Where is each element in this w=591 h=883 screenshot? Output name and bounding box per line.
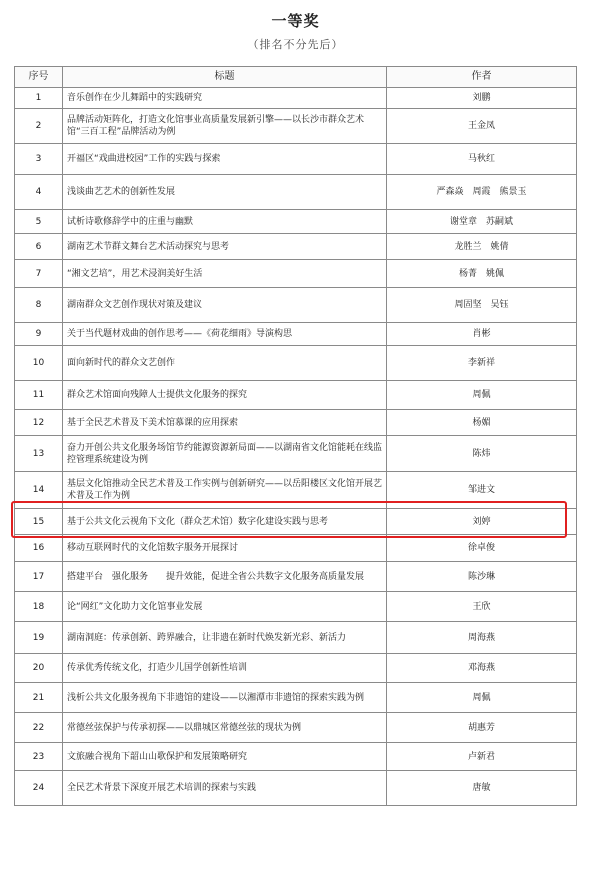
- row-title: 浅谈曲艺艺术的创新性发展: [63, 175, 387, 210]
- row-author: 周海燕: [387, 622, 577, 654]
- row-title: 湖南洞庭：传承创新、跨界融合，让非遗在新时代焕发新光彩、新活力: [63, 622, 387, 654]
- row-number: 19: [15, 622, 63, 654]
- row-number: 22: [15, 713, 63, 743]
- row-author: 徐卓俊: [387, 535, 577, 562]
- table-row: [15, 144, 577, 175]
- row-title: 开福区“戏曲进校园”工作的实践与探索: [63, 144, 387, 175]
- row-title: 面向新时代的群众文艺创作: [63, 346, 387, 381]
- row-number: 21: [15, 683, 63, 713]
- row-author: 邹进文: [387, 472, 577, 509]
- row-title: 移动互联网时代的文化馆数字服务开展探讨: [63, 535, 387, 562]
- row-number: 4: [15, 175, 63, 210]
- table-row: [15, 622, 577, 654]
- row-author: 刘鹏: [387, 88, 577, 109]
- row-number: 3: [15, 144, 63, 175]
- table-row: [15, 535, 577, 562]
- table-row: [15, 771, 577, 806]
- row-title: 音乐创作在少儿舞蹈中的实践研究: [63, 88, 387, 109]
- row-number: 6: [15, 234, 63, 260]
- row-author: 王欣: [387, 592, 577, 622]
- row-title: 搭建平台 强化服务 提升效能，促进全省公共数字文化服务高质量发展: [63, 562, 387, 592]
- row-author: 李新祥: [387, 346, 577, 381]
- row-number: 9: [15, 323, 63, 346]
- table-row: [15, 288, 577, 323]
- table-row: [15, 562, 577, 592]
- row-author: 马秋红: [387, 144, 577, 175]
- header-title: 标题: [63, 67, 387, 88]
- row-number: 17: [15, 562, 63, 592]
- row-author: 陈沙琳: [387, 562, 577, 592]
- row-title: 湖南群众文艺创作现状对策及建议: [63, 288, 387, 323]
- header-author: 作者: [387, 67, 577, 88]
- row-title: 全民艺术背景下深度开展艺术培训的探索与实践: [63, 771, 387, 806]
- row-author: 胡惠芳: [387, 713, 577, 743]
- page-subtitle: （排名不分先后）: [247, 38, 344, 51]
- row-title: 常德丝弦保护与传承初探——以鼎城区常德丝弦的现状为例: [63, 713, 387, 743]
- row-number: 14: [15, 472, 63, 509]
- table-row: [15, 260, 577, 288]
- row-author: 王金凤: [387, 109, 577, 144]
- row-number: 11: [15, 381, 63, 410]
- highlight-box: [11, 501, 567, 538]
- row-number: 18: [15, 592, 63, 622]
- row-author: 杨菁 姚佩: [387, 260, 577, 288]
- row-number: 10: [15, 346, 63, 381]
- row-author: 肖彬: [387, 323, 577, 346]
- row-title: 奋力开创公共文化服务场馆节约能源资源新局面——以湖南省文化馆能耗在线监控管理系统建设为例: [63, 436, 387, 472]
- row-number: 23: [15, 743, 63, 771]
- table-row: [15, 713, 577, 743]
- row-number: 1: [15, 88, 63, 109]
- page-title: 一等奖: [271, 12, 320, 30]
- row-title: 浅析公共文化服务视角下非遗馆的建设——以湘潭市非遗馆的探索实践为例: [63, 683, 387, 713]
- row-title: 关于当代题材戏曲的创作思考——《荷花细雨》导演构思: [63, 323, 387, 346]
- table-row: [15, 683, 577, 713]
- row-author: 周固坚 吴钰: [387, 288, 577, 323]
- table-row: [15, 323, 577, 346]
- header-number: 序号: [15, 67, 63, 88]
- row-author: 刘婷: [387, 509, 577, 535]
- table-row: [15, 654, 577, 683]
- row-title: 文旅融合视角下韶山山歌保护和发展策略研究: [63, 743, 387, 771]
- table-header-row: [15, 67, 577, 88]
- row-number: 16: [15, 535, 63, 562]
- table-row: [15, 109, 577, 144]
- table-row: [15, 743, 577, 771]
- award-table: [14, 66, 577, 806]
- row-number: 12: [15, 410, 63, 436]
- table-row: [15, 381, 577, 410]
- row-author: 周佩: [387, 381, 577, 410]
- table-row: [15, 88, 577, 109]
- row-title: 品牌活动矩阵化，打造文化馆事业高质量发展新引擎——以长沙市群众艺术馆“三百工程”品牌活动为例: [63, 109, 387, 144]
- row-number: 24: [15, 771, 63, 806]
- row-author: 严森焱 周霞 熊景玉: [387, 175, 577, 210]
- table-row: [15, 175, 577, 210]
- row-number: 13: [15, 436, 63, 472]
- row-number: 15: [15, 509, 63, 535]
- row-title: 群众艺术馆面向残障人士提供文化服务的探究: [63, 381, 387, 410]
- row-number: 8: [15, 288, 63, 323]
- row-author: 龙胜兰 姚倩: [387, 234, 577, 260]
- row-author: 周佩: [387, 683, 577, 713]
- table-row: [15, 410, 577, 436]
- row-title: 基于公共文化云视角下文化（群众艺术馆）数字化建设实践与思考: [63, 509, 387, 535]
- table-row: [15, 234, 577, 260]
- row-title: 基于全民艺术普及下美术馆慕课的应用探索: [63, 410, 387, 436]
- row-title: 基层文化馆推动全民艺术普及工作实例与创新研究——以岳阳楼区文化馆开展艺术普及工作为例: [63, 472, 387, 509]
- row-title: 试析诗歌修辞学中的庄重与幽默: [63, 210, 387, 234]
- row-number: 5: [15, 210, 63, 234]
- table-row: [15, 436, 577, 472]
- table-row: [15, 210, 577, 234]
- row-author: 杨媚: [387, 410, 577, 436]
- row-author: 卢新君: [387, 743, 577, 771]
- table-row: [15, 592, 577, 622]
- row-title: “湘文艺培”，用艺术浸润美好生活: [63, 260, 387, 288]
- row-title: 湖南艺术节群文舞台艺术活动探究与思考: [63, 234, 387, 260]
- row-number: 2: [15, 109, 63, 144]
- row-number: 7: [15, 260, 63, 288]
- row-title: 传承优秀传统文化，打造少儿国学创新性培训: [63, 654, 387, 683]
- row-author: 谢堂章 苏嗣斌: [387, 210, 577, 234]
- table-row: [15, 346, 577, 381]
- row-author: 邓海燕: [387, 654, 577, 683]
- row-author: 陈炜: [387, 436, 577, 472]
- row-author: 唐敏: [387, 771, 577, 806]
- row-number: 20: [15, 654, 63, 683]
- row-title: 论“网红”文化助力文化馆事业发展: [63, 592, 387, 622]
